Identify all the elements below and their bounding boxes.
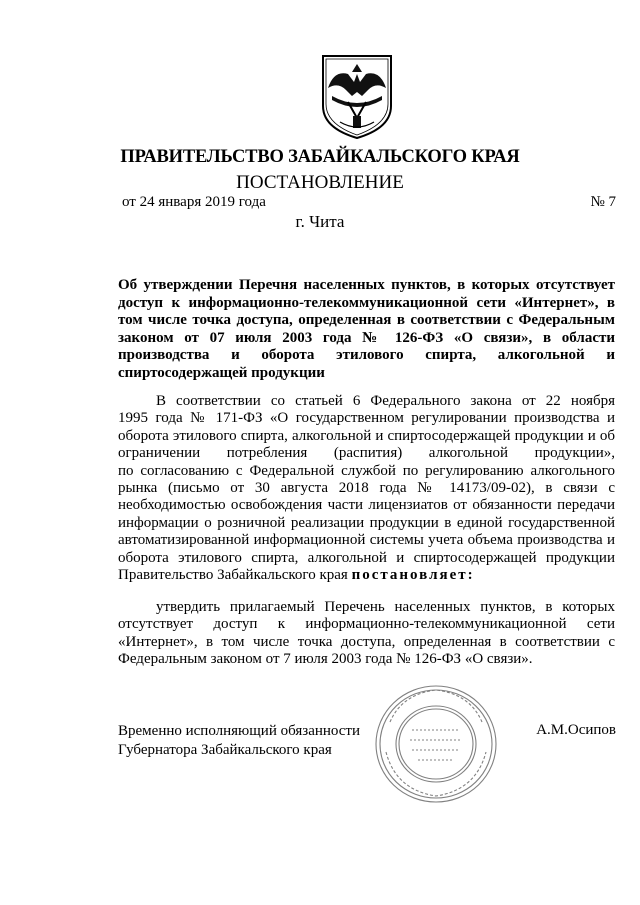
preamble-line: автоматизированной информационной системы учета объема производства и — [118, 532, 615, 549]
decision-line: утвердить прилагаемый Перечень населенных пунктов, в которых — [156, 599, 615, 615]
decision-paragraph — [118, 599, 615, 669]
decision-line: «Интернет», в том числе точка доступа, определенная в соответствии с — [118, 633, 615, 650]
document-city: г. Чита — [295, 212, 345, 231]
preamble-line: ограничении потребления (распития) алкогольной продукции», — [118, 445, 615, 462]
preamble-line: по согласованию с Федеральной службой по регулированию алкогольного — [118, 462, 615, 479]
decision-line: отсутствует доступ к информационно-телекоммуникационной сети — [118, 616, 615, 633]
official-stamp — [372, 682, 500, 806]
signatory-name: А.М.Осипов — [536, 722, 616, 738]
preamble-last-line — [118, 567, 615, 584]
document-number: № 7 — [590, 194, 616, 210]
subject-line: том числе точка доступа, определенная в соответствии с Федеральным — [118, 312, 615, 329]
signatory-position-line: Временно исполняющий обязанности — [118, 723, 361, 739]
subject-line: законом от 07 июля 2003 года № 126-ФЗ «О связи», в области — [118, 329, 615, 346]
resolves-word: постановляет: — [351, 566, 475, 583]
preamble-line: информации о розничной реализации продукции в единой государственной — [118, 514, 615, 531]
preamble-line: оборота этилового спирта, алкогольной и спиртосодержащей продукции и об — [118, 427, 615, 444]
subject-line: доступ к информационно-телекоммуникационной сети «Интернет», в — [118, 294, 615, 311]
coat-of-arms-emblem — [318, 52, 396, 140]
preamble-government-text: Правительство Забайкальского края — [118, 566, 352, 583]
preamble-line: необходимостью освобождения части лицензиатов от обязанности передачи — [118, 497, 615, 514]
preamble-paragraph — [118, 393, 615, 584]
document-type: ПОСТАНОВЛЕНИЕ — [236, 172, 404, 193]
signatory-position-line: Губернатора Забайкальского края — [118, 741, 332, 758]
government-title: ПРАВИТЕЛЬСТВО ЗАБАЙКАЛЬСКОГО КРАЯ — [120, 147, 520, 167]
preamble-line: В соответствии со статьей 6 Федерального закона от 22 ноября — [156, 393, 615, 409]
subject-line: производства и оборота этилового спирта, алкогольной и — [118, 347, 615, 364]
preamble-line: 1995 года № 171-ФЗ «О государственном регулировании производства и — [118, 410, 615, 427]
preamble-line: рынка (письмо от 30 августа 2018 года № 14173/09-02), в связи с — [118, 479, 615, 496]
decision-line: Федеральным законом от 7 июля 2003 года № 126-ФЗ «О связи». — [118, 651, 533, 668]
signatory-position — [118, 722, 360, 759]
subject-line: спиртосодержащей продукции — [118, 364, 325, 381]
preamble-line: оборота этилового спирта, алкогольной и спиртосодержащей продукции — [118, 549, 615, 566]
document-date: от 24 января 2019 года — [122, 194, 266, 210]
subject-line: Об утверждении Перечня населенных пунктов, в которых отсутствует — [118, 277, 615, 293]
document-subject — [118, 277, 615, 383]
